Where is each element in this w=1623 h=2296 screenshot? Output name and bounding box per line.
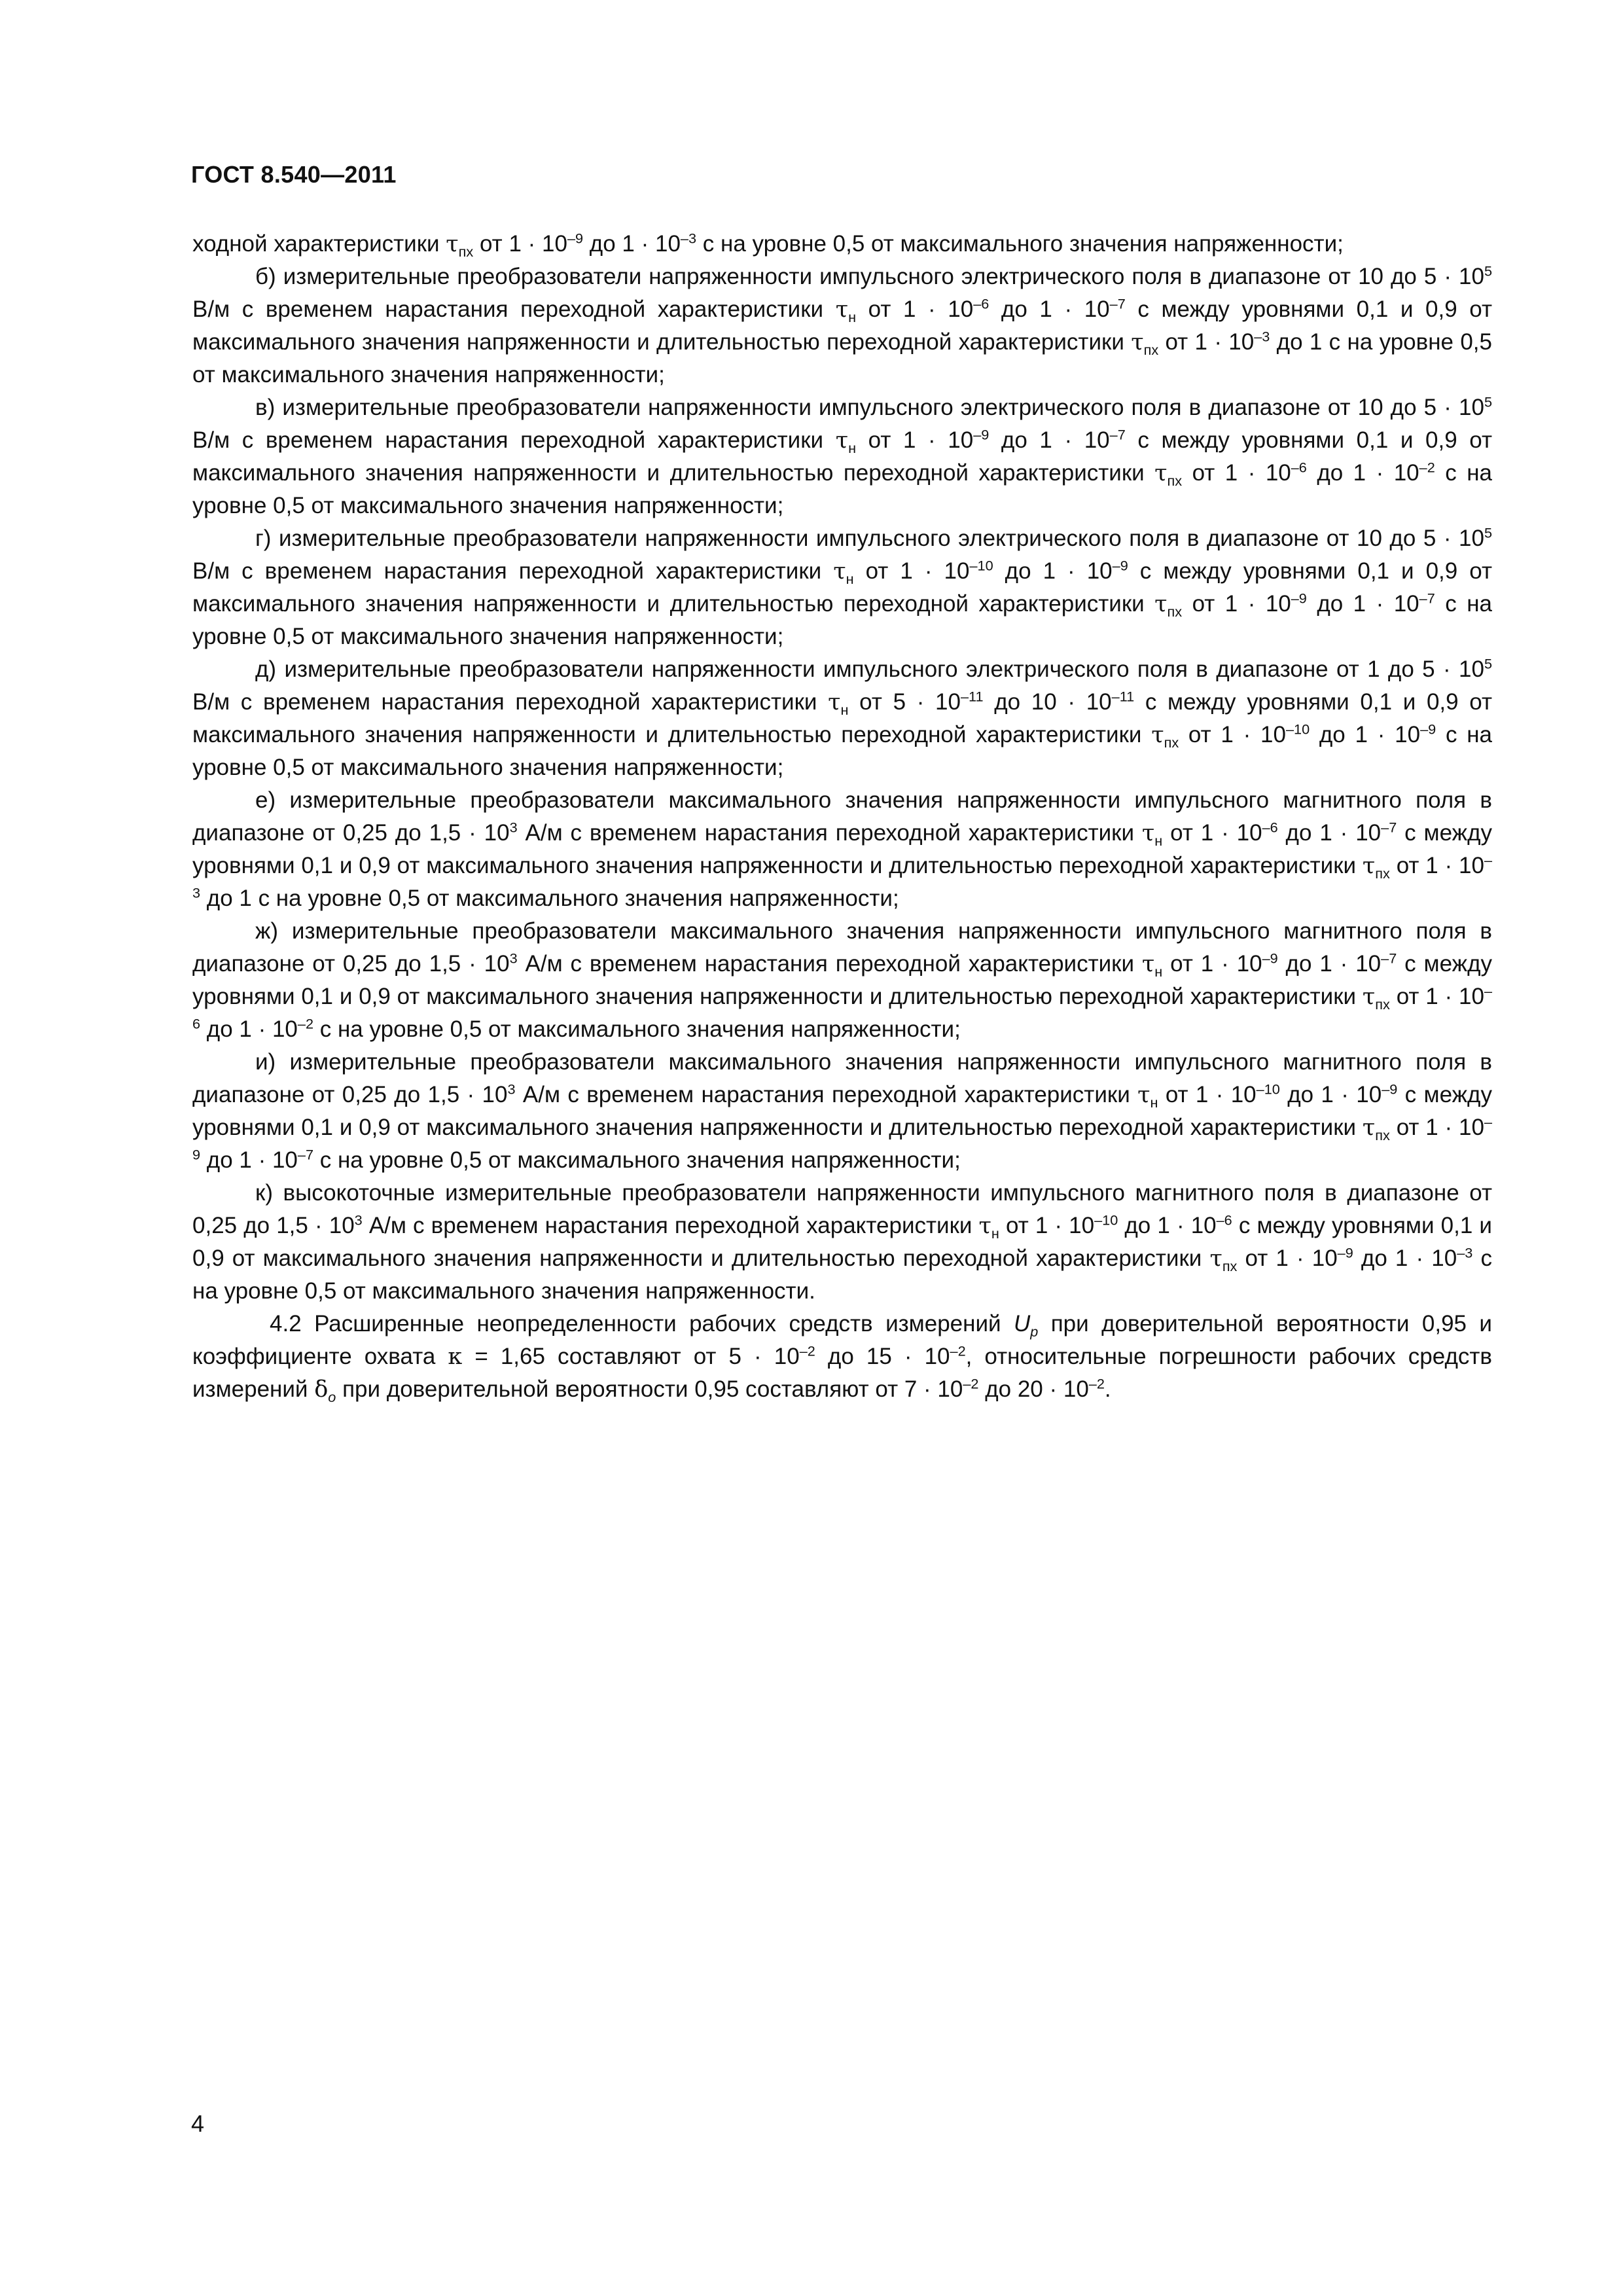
paragraph-p1: б) измерительные преобразователи напряженности импульсного электрического поля в диапазоне от 10 до $5 \cdot 10^5$ В/м с временем нарастания переходной характеристики $\tau_н$ от $1 \cdot 10^{-6}$ до $1 \cdot 10^{-7}$ с между уровнями 0,1 и 0,9 от максимального значения напряженности и длительностью переходной характеристики $\tau_{пх}$ от $1 \cdot 10^{-3}$ до 1 с на уровне 0,5 от максимального значения напряженности; (192, 262, 1492, 387)
paragraph-p0: ходной характеристики $\tau_{пх}$ от $1 \cdot 10^{-9}$ до $1 \cdot 10^{-3}$ с на уровне 0,5 от максимального значения напряженности; (192, 230, 1344, 260)
paragraph-p5: е) измерительные преобразователи максимального значения напряженности импульсного магнитного поля в диапазоне от 0,25 до $1,5 \cdot 10^3$ А/м с временем нарастания переходной характеристики $\tau_н$ от $1 \cdot 10^{-6}$ до $1 \cdot 10^{-7}$ с между уровнями 0,1 и 0,9 от максимального значения напряженности и длительностью переходной характеристики $\tau_{пх}$ от $1 \cdot 10^{-3}$ до 1 с на уровне 0,5 от максимального значения напряженности; (192, 787, 1492, 911)
paragraph-p7: и) измерительные преобразователи максимального значения напряженности импульсного магнитного поля в диапазоне от 0,25 до $1,5 \cdot 10^3$ А/м с временем нарастания переходной характеристики $\tau_н$ от $1 \cdot 10^{-10}$ до $1 \cdot 10^{-9}$ с между уровнями 0,1 и 0,9 от максимального значения напряженности и длительностью переходной характеристики $\tau_{пх}$ от $1 \cdot 10^{-9}$ до $1 \cdot 10^{-7}$ с на уровне 0,5 от максимального значения напряженности; (192, 1049, 1492, 1173)
paragraph-p6: ж) измерительные преобразователи максимального значения напряженности импульсного магнитного поля в диапазоне от 0,25 до $1,5 \cdot 10^3$ А/м с временем нарастания переходной характеристики $\tau_н$ от $1 \cdot 10^{-9}$ до $1 \cdot 10^{-7}$ с между уровнями 0,1 и 0,9 от максимального значения напряженности и длительностью переходной характеристики $\tau_{пх}$ от $1 \cdot 10^{-6}$ до $1 \cdot 10^{-2}$ с на уровне 0,5 от максимального значения напряженности; (192, 918, 1492, 1042)
paragraph-p2: в) измерительные преобразователи напряженности импульсного электрического поля в диапазоне от 10 до $5 \cdot 10^5$ В/м с временем нарастания переходной характеристики $\tau_н$ от $1 \cdot 10^{-9}$ до $1 \cdot 10^{-7}$ с между уровнями 0,1 и 0,9 от максимального значения напряженности и длительностью переходной характеристики $\tau_{пх}$ от $1 \cdot 10^{-6}$ до $1 \cdot 10^{-2}$ с на уровне 0,5 от максимального значения напряженности; (192, 393, 1492, 518)
page-number: 4 (191, 2110, 205, 2137)
paragraph-p8: к) высокоточные измерительные преобразователи напряженности импульсного магнитного поля в диапазоне от 0,25 до $1,5 \cdot 10^3$ А/м с временем нарастания переходной характеристики $\tau_н$ от $1 \cdot 10^{-10}$ до $1 \cdot 10^{-6}$ с между уровнями 0,1 и 0,9 от максимального значения напряженности и длительностью переходной характеристики $\tau_{пх}$ от $1 \cdot 10^{-9}$ до $1 \cdot 10^{-3}$ с на уровне 0,5 от максимального значения напряженности. (192, 1180, 1492, 1304)
paragraph-p3: г) измерительные преобразователи напряженности импульсного электрического поля в диапазоне от 10 до $5 \cdot 10^5$ В/м с временем нарастания переходной характеристики $\tau_н$ от $1 \cdot 10^{-10}$ до $1 \cdot 10^{-9}$ с между уровнями 0,1 и 0,9 от максимального значения напряженности и длительностью переходной характеристики $\tau_{пх}$ от $1 \cdot 10^{-9}$ до $1 \cdot 10^{-7}$ с на уровне 0,5 от максимального значения напряженности; (192, 524, 1492, 649)
paragraph-p9: 4.2 Расширенные неопределенности рабочих средств измерений $U_p$ при доверительной вероятности 0,95 и коэффициенте охвата κ = 1,65 составляют от $5 \cdot 10^{-2}$ до $15 \cdot 10^{-2}$, относительные погрешности рабочих средств измерений $\delta_o$ при доверительной вероятности 0,95 составляют от $7 \cdot 10^{-2}$ до $20 \cdot 10^{-2}$. (192, 1311, 1492, 1405)
document-header: ГОСТ 8.540—2011 (191, 161, 397, 188)
paragraph-p4: д) измерительные преобразователи напряженности импульсного электрического поля в диапазоне от 1 до $5 \cdot 10^5$ В/м с временем нарастания переходной характеристики $\tau_н$ от $5 \cdot 10^{-11}$ до $10 \cdot 10^{-11}$ с между уровнями 0,1 и 0,9 от максимального значения напряженности и длительностью переходной характеристики $\tau_{пх}$ от $1 \cdot 10^{-10}$ до $1 \cdot 10^{-9}$ с на уровне 0,5 от максимального значения напряженности; (192, 655, 1492, 780)
document-body (192, 228, 1492, 1406)
